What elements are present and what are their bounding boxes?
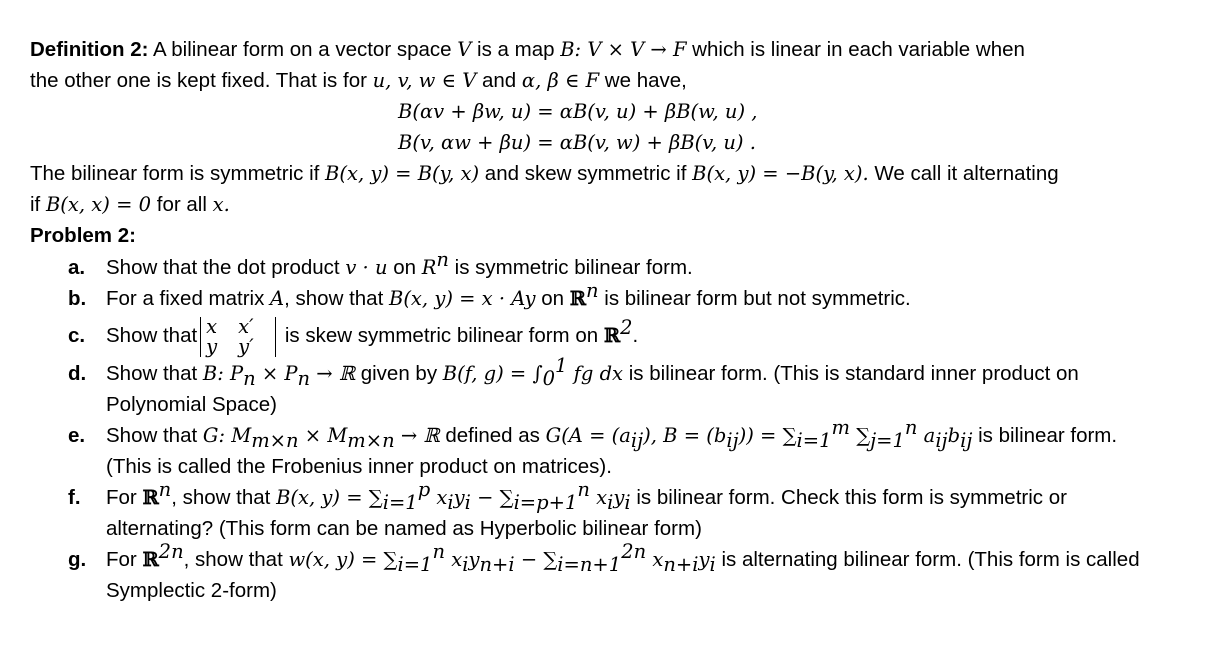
text: which is linear in each variable when xyxy=(686,38,1025,61)
problem-list xyxy=(30,248,1160,606)
math-sup: 2 xyxy=(620,316,633,340)
item-label: g. xyxy=(68,548,87,571)
math: × P xyxy=(255,362,298,385)
det-cell: x xyxy=(206,314,218,338)
math: x. xyxy=(212,193,230,216)
item-text xyxy=(106,540,1160,606)
math: B(x, y) = −B(y, x). xyxy=(692,162,869,185)
text: Symplectic 2-form) xyxy=(106,579,277,602)
math-sub: ij xyxy=(630,429,644,453)
item-text xyxy=(106,478,1160,544)
text: , show that xyxy=(284,287,389,310)
problem-item-d xyxy=(30,354,1160,420)
math-sub: j=1 xyxy=(870,429,905,453)
math: → ℝ xyxy=(310,362,356,385)
math: ℝ xyxy=(569,287,586,310)
text: given by xyxy=(355,362,443,385)
text: , show that xyxy=(183,548,289,571)
math-sub: m×n xyxy=(251,429,299,453)
item-label: c. xyxy=(68,324,86,347)
math-sub: i xyxy=(464,491,471,515)
math: ℝ xyxy=(142,548,159,571)
problem-item-g xyxy=(30,540,1160,606)
math-sub: i=1 xyxy=(382,491,418,515)
text: defined as xyxy=(439,424,546,447)
item-text xyxy=(106,314,1160,358)
text: Show that the dot product xyxy=(106,256,346,279)
math: R xyxy=(421,256,437,279)
math: ∑ xyxy=(850,424,871,447)
math: G: M xyxy=(202,424,252,447)
math-sup: n xyxy=(432,540,446,564)
math: x xyxy=(646,548,664,571)
math-sup: p xyxy=(417,478,431,502)
math: y xyxy=(453,486,465,509)
math: fg dx xyxy=(567,362,624,385)
item-label: f. xyxy=(68,486,81,509)
text: Show that xyxy=(106,424,203,447)
math: × M xyxy=(298,424,348,447)
determinant xyxy=(200,314,276,358)
text: we have, xyxy=(599,69,687,92)
text: , show that xyxy=(171,486,277,509)
math-sub: i xyxy=(709,553,716,577)
text: is alternating bilinear form. (This form is called xyxy=(715,548,1140,571)
det-cell: x′ xyxy=(238,314,254,338)
text: on xyxy=(387,256,422,279)
math: → ℝ xyxy=(394,424,440,447)
document-page xyxy=(30,34,1160,606)
text: Show that xyxy=(106,324,198,347)
equation-2: B(v, αw + βu) = αB(v, w) + βB(v, u) . xyxy=(398,131,756,154)
equation-1: B(αv + βw, u) = αB(v, u) + βB(w, u) , xyxy=(398,100,758,123)
item-text xyxy=(106,416,1160,482)
math-sub: i=p+1 xyxy=(513,491,578,515)
text: is bilinear form. xyxy=(972,424,1118,447)
definition-line-4 xyxy=(30,189,1160,220)
math-sub: n+i xyxy=(663,553,699,577)
item-text xyxy=(106,354,1160,420)
math-sup: n xyxy=(904,416,918,440)
math: − ∑ xyxy=(514,548,558,571)
text: is bilinear form. Check this form is symmetric or xyxy=(630,486,1067,509)
math: ℝ xyxy=(603,324,621,347)
item-label: a. xyxy=(68,256,86,279)
text: is symmetric bilinear form. xyxy=(448,256,693,279)
math-sup: 1 xyxy=(555,354,568,378)
text: For a fixed matrix xyxy=(106,287,271,310)
math-sub: i=n+1 xyxy=(557,553,622,577)
text: The bilinear form is symmetric if xyxy=(30,162,326,185)
text: for all xyxy=(151,193,213,216)
math-sub: ij xyxy=(960,429,973,453)
math-sub: i=1 xyxy=(796,429,832,453)
math-sub: i xyxy=(462,553,469,577)
math-sup: n xyxy=(158,478,172,502)
text: is bilinear form but not symmetric. xyxy=(598,287,911,310)
problem-item-f xyxy=(30,478,1160,544)
math: ℝ xyxy=(142,486,159,509)
item-text xyxy=(106,248,1160,283)
math-sub: ij xyxy=(935,429,948,453)
math: B: P xyxy=(202,362,244,385)
math-sup: 2n xyxy=(621,540,647,564)
math-sub: n xyxy=(297,367,311,391)
math: x xyxy=(589,486,608,509)
definition-line-1 xyxy=(30,34,1160,65)
math-sub: n+i xyxy=(479,553,515,577)
math: x xyxy=(430,486,448,509)
math-sub: m×n xyxy=(347,429,395,453)
item-label: b. xyxy=(68,287,87,310)
math: u, v, w ∈ V xyxy=(372,69,477,92)
text: We call it alternating xyxy=(868,162,1059,185)
math-sup: m xyxy=(831,416,850,440)
math: B(x, y) = B(y, x) xyxy=(325,162,480,185)
math: y xyxy=(698,548,710,571)
det-cell: y xyxy=(206,334,218,358)
text: A bilinear form on a vector space xyxy=(148,38,458,61)
text: alternating? (This form can be named as Hyperbolic bilinear form) xyxy=(106,517,702,540)
definition-label: Definition 2: xyxy=(30,38,149,61)
text: is a map xyxy=(471,38,561,61)
math: B(f, g) = ∫ xyxy=(442,362,543,385)
math: B(x, y) = x · Ay xyxy=(388,287,536,310)
math-sub: i xyxy=(624,491,631,515)
math: x xyxy=(445,548,463,571)
math: V xyxy=(457,38,472,61)
math: y xyxy=(613,486,625,509)
math-sub: n xyxy=(243,367,256,391)
item-label: e. xyxy=(68,424,86,447)
text: is bilinear form. (This is standard inner product on xyxy=(623,362,1079,385)
definition-line-3 xyxy=(30,158,1160,189)
math: B(x, y) = ∑ xyxy=(276,486,383,509)
math-sup: n xyxy=(577,478,590,502)
problem-heading: Problem 2: xyxy=(30,224,136,247)
problem-item-e xyxy=(30,416,1160,482)
definition-line-2 xyxy=(30,65,1160,96)
det-cell: y′ xyxy=(238,334,254,358)
text: if xyxy=(30,193,46,216)
item-label: d. xyxy=(68,362,87,385)
math-sub: i=1 xyxy=(397,553,433,577)
text: For xyxy=(106,548,143,571)
math: B(x, x) = 0 xyxy=(45,193,152,216)
text: on xyxy=(535,287,570,310)
math-sub: 0 xyxy=(542,367,556,391)
problem-item-c xyxy=(30,314,1160,358)
math: )) = ∑ xyxy=(738,424,797,447)
math: − ∑ xyxy=(470,486,514,509)
math: b xyxy=(947,424,961,447)
text: is skew symmetric bilinear form on xyxy=(279,324,604,347)
text: For xyxy=(106,486,143,509)
math-sub: ij xyxy=(726,429,739,453)
math-sup: 2n xyxy=(158,540,184,564)
item-text xyxy=(106,279,1160,314)
math: G(A = (a xyxy=(545,424,631,447)
math: B: V × V → F xyxy=(560,38,687,61)
det-row-2 xyxy=(206,335,270,358)
math: v · u xyxy=(345,256,388,279)
math: ), B = (b xyxy=(643,424,727,447)
math: a xyxy=(917,424,936,447)
math-sup: n xyxy=(436,248,449,272)
text: . xyxy=(632,324,639,347)
text: Show that xyxy=(106,362,203,385)
math-sup: n xyxy=(586,279,599,303)
text: the other one is kept fixed. That is for xyxy=(30,69,373,92)
text: and skew symmetric if xyxy=(479,162,693,185)
text: and xyxy=(476,69,522,92)
text: (This is called the Frobenius inner product on matrices). xyxy=(106,455,612,478)
math: w(x, y) = ∑ xyxy=(288,548,398,571)
math-sub: i xyxy=(447,491,454,515)
math: A xyxy=(270,287,285,310)
math: y xyxy=(468,548,480,571)
text: Polynomial Space) xyxy=(106,393,277,416)
problem-item-b xyxy=(30,279,1160,314)
math-sub: i xyxy=(607,491,614,515)
math: α, β ∈ F xyxy=(521,69,600,92)
